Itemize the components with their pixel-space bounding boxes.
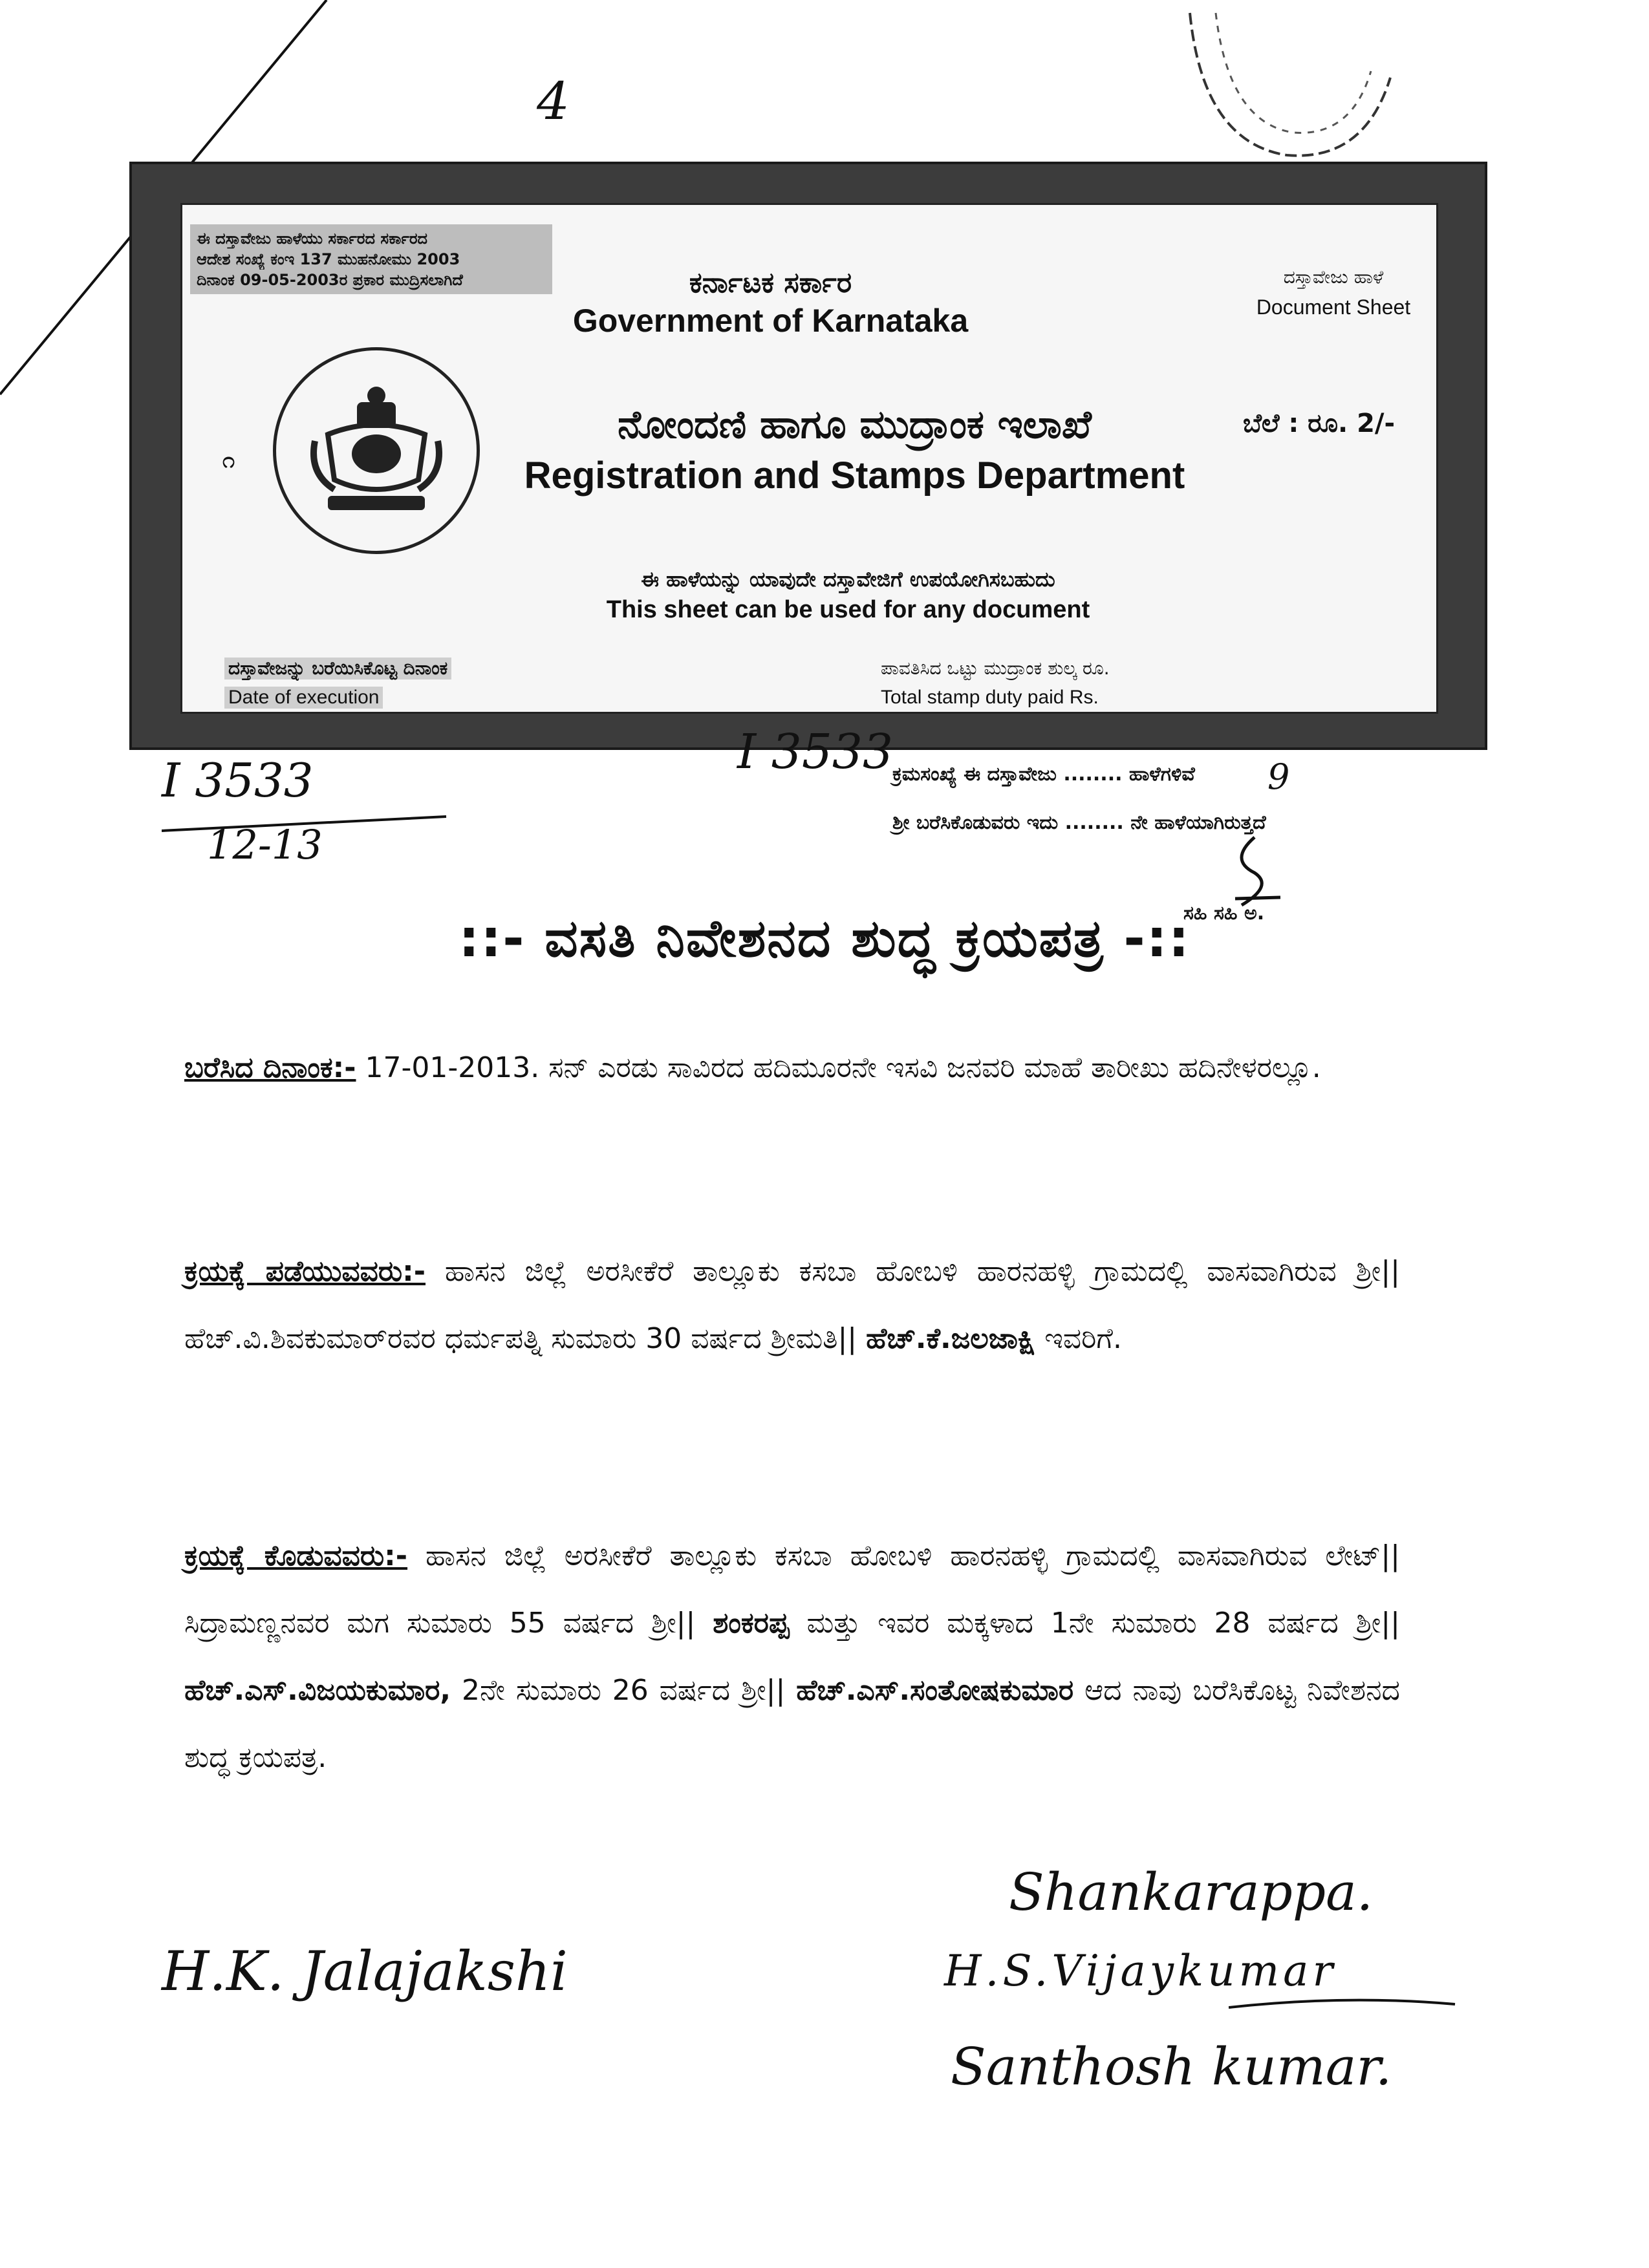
- execution-date-label-kannada: ದಸ್ತಾವೇಜನ್ನು ಬರೆಯಿಸಿಕೊಟ್ಟ ದಿನಾಂಕ: [224, 658, 451, 679]
- state-emblem-icon: [302, 376, 451, 525]
- registration-number-handwritten: I 3533: [162, 753, 314, 808]
- stamp-marker: ೧: [222, 447, 235, 473]
- buyer-text-end: ಇವರಿಗೆ.: [1044, 1322, 1122, 1355]
- sheet-sequence-stamp-line: ಶ್ರೀ ಬರೆಸಿಕೊಡುವರು ಇದು ........ ನೇ ಹಾಳೆಯಾಗಿರುತ್ತದೆ: [892, 811, 1266, 834]
- seller-name: ಶಂಕರಪ್ಪ: [713, 1607, 790, 1640]
- buyer-text: ಹಾಸನ ಜಿಲ್ಲೆ ಅರಸೀಕೆರೆ ತಾಲ್ಲೂಕು ಕಸಬಾ ಹೋಬಳಿ ಹಾರನಹಳ್ಳಿ ಗ್ರಾಮದಲ್ಲಿ ವಾಸವಾಗಿರುವ ಶ್ರೀ|| ಹೆಚ್.ವಿ.ಶಿವಕುಮಾರ್‌ರವರ ಧರ್ಮಪತ್ನಿ ಸುಮಾರು 30 ವರ್ಷದ ಶ್ರೀಮತಿ||: [184, 1255, 1400, 1355]
- seller-text: ಹಾಸನ ಜಿಲ್ಲೆ ಅರಸೀಕೆರೆ ತಾಲ್ಲೂಕು ಕಸಬಾ ಹೋಬಳಿ ಹಾರನಹಳ್ಳಿ ಗ್ರಾಮದಲ್ಲಿ ವಾಸವಾಗಿರುವ ಲೇಟ್|| ಸಿದ್ರಾಮಣ್ಣನವರ ಮಗ ಸುಮಾರು 55 ವರ್ಷದ ಶ್ರೀ||: [184, 1539, 1401, 1640]
- seller-signature: H.S.Vijaykumar: [944, 1946, 1337, 1996]
- government-title-kannada: ಕರ್ನಾಟಕ ಸರ್ಕಾರ: [689, 266, 852, 299]
- registration-year-handwritten: 12-13: [207, 821, 323, 868]
- buyer-label: ಕ್ರಯಕ್ಕೆ ಪಡೆಯುವವರು:-: [184, 1255, 426, 1288]
- usage-note-kannada: ಈ ಹಾಳೆಯನ್ನು ಯಾವುದೇ ದಸ್ತಾವೇಜಿಗೆ ಉಪಯೋಗಿಸಬಹುದು: [641, 567, 1055, 592]
- execution-date-label-english: Date of execution: [224, 687, 383, 709]
- signature-stamp-line: ಸಹಿ ಸಹಿ ಅ.: [1183, 902, 1265, 925]
- seller-signature: Shankarappa.: [1009, 1862, 1374, 1922]
- seller-text: ಮತ್ತು ಇವರ ಮಕ್ಕಳಾದ 1ನೇ ಸುಮಾರು 28 ವರ್ಷದ ಶ್ರೀ||: [806, 1607, 1400, 1640]
- buyer-name: ಹೆಚ್.ಕೆ.ಜಲಜಾಕ್ಷಿ: [866, 1322, 1036, 1355]
- sheet-count-stamp-line: ಕ್ರಮಸಂಖ್ಯೆ ಈ ದಸ್ತಾವೇಜು ........ ಹಾಳೆಗಳಿವೆ: [892, 763, 1195, 786]
- seller-signature: Santhosh kumar.: [951, 2037, 1392, 2097]
- sheet-count-handwritten: 9: [1267, 756, 1290, 797]
- stamp-sheet-panel: [180, 203, 1438, 714]
- government-title-english: Government of Karnataka: [572, 303, 969, 339]
- signature-underline: [1229, 1991, 1461, 2017]
- page-number: 4: [537, 71, 570, 131]
- buyer-signature: H.K. Jalajakshi: [162, 1940, 568, 2003]
- registrar-initial: [1216, 834, 1293, 912]
- buyer-paragraph: [184, 1238, 1400, 1373]
- registration-number-stamp-handwritten: I 3533: [737, 724, 894, 780]
- sheet-price: ಬೆಲೆ : ರೂ. 2/-: [1243, 409, 1396, 438]
- registration-seal-arc: [1177, 0, 1397, 168]
- seller-name: ಹೆಚ್.ಎಸ್.ಸಂತೋಷಕುಮಾರ: [796, 1674, 1074, 1707]
- emblem-seal: [273, 347, 480, 554]
- deed-date-paragraph: [184, 1034, 1400, 1102]
- deed-date-label: ಬರೆಸಿದ ದಿನಾಂಕ:-: [184, 1051, 356, 1084]
- stamp-order-line: ಆದೇಶ ಸಂಖ್ಯೆ ಕಂಇ 137 ಮುಹನೋಮು 2003: [197, 250, 460, 268]
- seller-label: ಕ್ರಯಕ್ಕೆ ಕೊಡುವವರು:-: [184, 1539, 408, 1572]
- stamp-order-line: ದಿನಾಂಕ 09-05-2003ರ ಪ್ರಕಾರ ಮುದ್ರಿಸಲಾಗಿದೆ: [197, 271, 463, 289]
- seller-text: 2ನೇ ಸುಮಾರು 26 ವರ್ಷದ ಶ್ರೀ||: [462, 1674, 786, 1707]
- stamp-order-line: ಈ ದಸ್ತಾವೇಜು ಹಾಳೆಯು ಸರ್ಕಾರದ ಸರ್ಕಾರದ: [197, 230, 428, 248]
- seller-text: ಆದ ನಾವು ಬರೆಸಿಕೊಟ್ಟ ನಿವೇಶನದ ಶುದ್ಧ ಕ್ರಯಪತ್ರ.: [184, 1674, 1400, 1774]
- deed-title: ::- ವಸತಿ ನಿವೇಶನದ ಶುದ್ಧ ಕ್ರಯಪತ್ರ -::: [458, 908, 1191, 968]
- stamp-duty-label-kannada: ಪಾವತಿಸಿದ ಒಟ್ಟು ಮುದ್ರಾಂಕ ಶುಲ್ಕ ರೂ.: [881, 658, 1110, 679]
- usage-note-english: This sheet can be used for any document: [606, 596, 1090, 623]
- deed-date-text: 17-01-2013. ಸನ್ ಎರಡು ಸಾವಿರದ ಹದಿಮೂರನೇ ಇಸವಿ ಜನವರಿ ಮಾಹೆ ತಾರೀಖು ಹದಿನೇಳರಲ್ಲೂ.: [365, 1051, 1321, 1084]
- seller-paragraph: [184, 1523, 1400, 1792]
- department-title-kannada: ನೋಂದಣಿ ಹಾಗೂ ಮುದ್ರಾಂಕ ಇಲಾಖೆ: [618, 402, 1092, 447]
- stamp-duty-label-english: Total stamp duty paid Rs.: [881, 687, 1099, 708]
- stamp-sheet: [129, 162, 1487, 750]
- department-title-english: Registration and Stamps Department: [524, 455, 1185, 497]
- seller-name: ಹೆಚ್.ಎಸ್.ವಿಜಯಕುಮಾರ,: [184, 1674, 451, 1707]
- document-sheet-label-english: Document Sheet: [1256, 295, 1411, 319]
- document-sheet-label-kannada: ದಸ್ತಾವೇಜು ಹಾಳೆ: [1283, 266, 1384, 288]
